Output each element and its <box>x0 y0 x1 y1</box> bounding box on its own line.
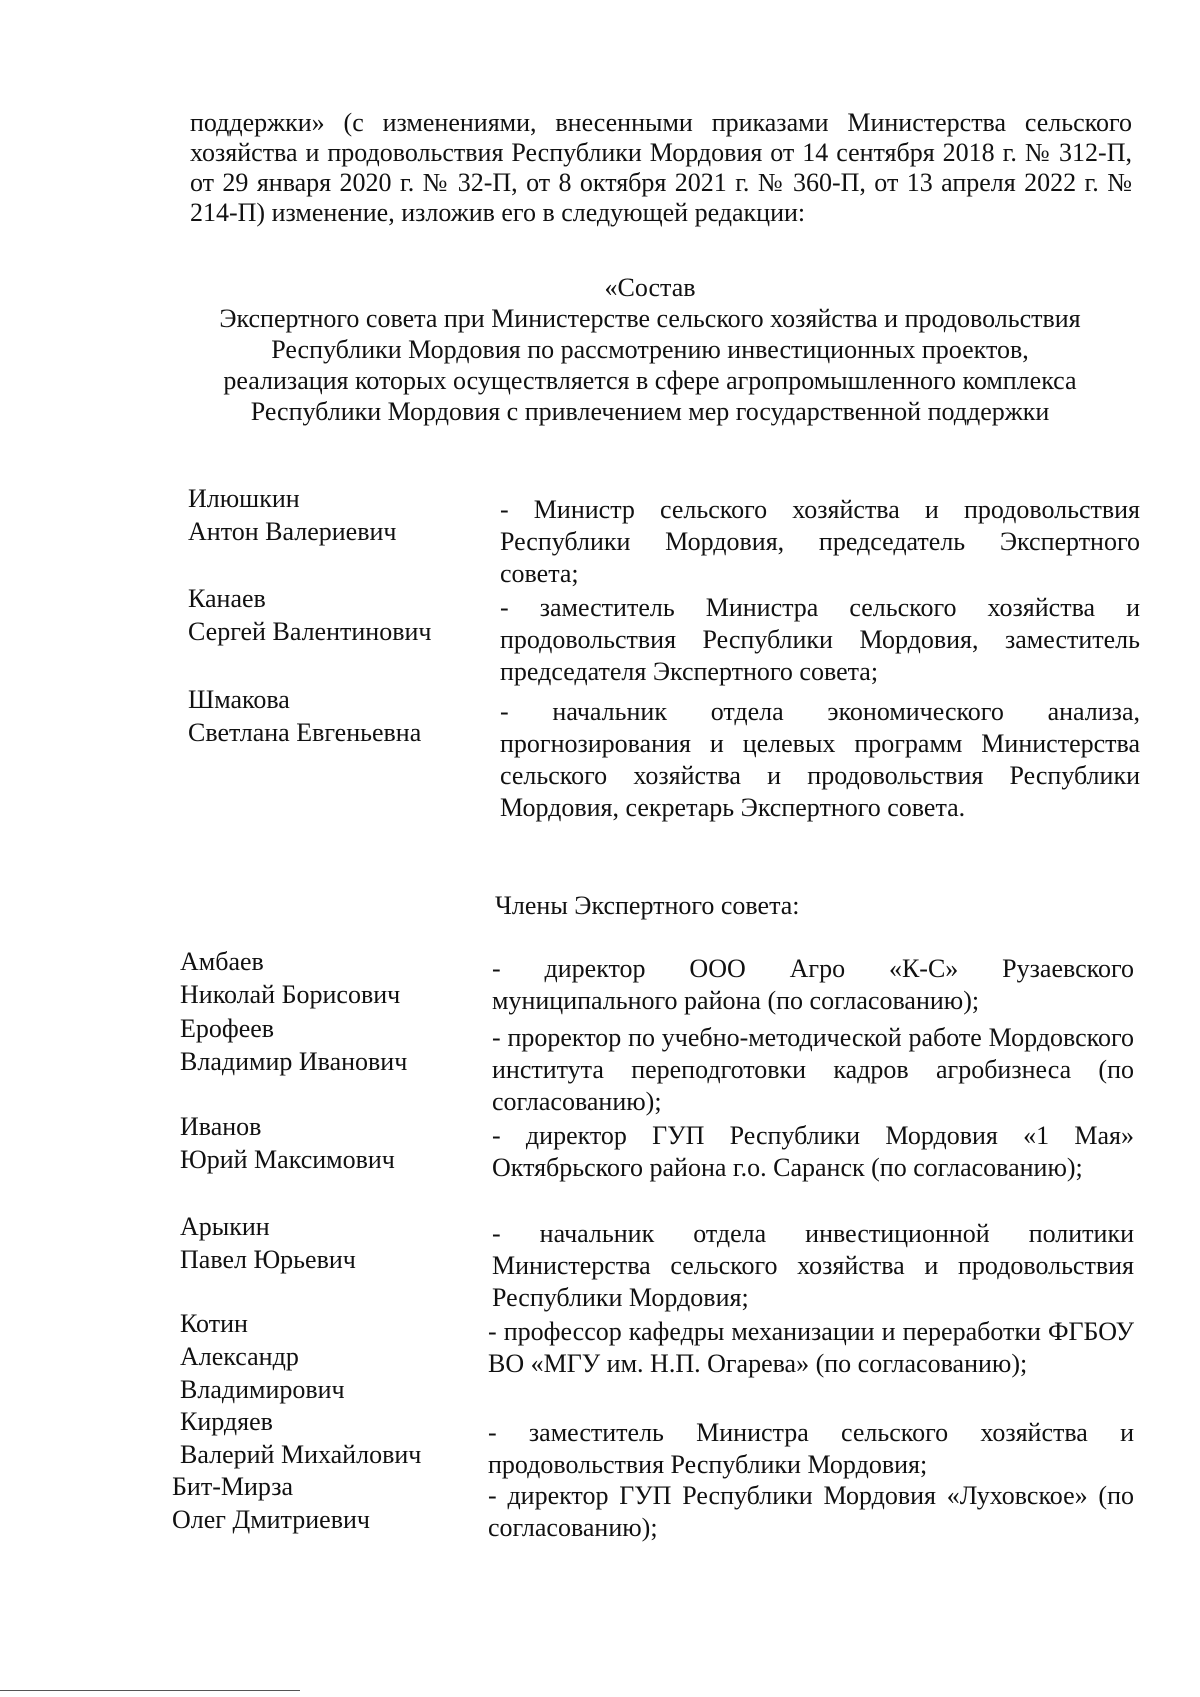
member-name <box>180 1012 407 1078</box>
member-given-names: Николай Борисович <box>180 980 401 1009</box>
heading-line: Республики Мордовия с привлечением мер государственной поддержки <box>250 397 1050 426</box>
member-surname: Арыкин <box>180 1212 270 1241</box>
heading-line: Экспертного совета при Министерстве сельского хозяйства и продовольствия <box>219 304 1081 333</box>
member-role: - заместитель Министра сельского хозяйства и продовольствия Республики Мордовия; <box>488 1418 1134 1479</box>
member-role: - Министр сельского хозяйства и продовольствия Республики Мордовия, председатель Экспертного совета; <box>500 495 1140 588</box>
member-name <box>172 1470 370 1536</box>
member-given-names: Владимир Иванович <box>180 1047 408 1076</box>
member-name <box>180 1307 345 1406</box>
member-role: - директор ООО Агро «К-С» Рузаевского муниципального района (по согласованию); <box>492 954 1134 1015</box>
member-given-names: Александр <box>180 1342 299 1371</box>
heading-line: реализация которых осуществляется в сфере агропромышленного комплекса <box>223 366 1077 395</box>
composition-heading <box>150 272 1150 427</box>
member-surname: Илюшкин <box>188 484 300 513</box>
member-name <box>180 1210 356 1276</box>
member-surname: Ерофеев <box>180 1014 275 1043</box>
member-role: - директор ГУП Республики Мордовия «Луховское» (по согласованию); <box>488 1481 1134 1542</box>
page-edge-line <box>0 1690 300 1691</box>
member-name <box>180 945 400 1011</box>
member-surname: Иванов <box>180 1112 262 1141</box>
member-name <box>188 582 431 648</box>
member-given-names: Юрий Максимович <box>180 1145 395 1174</box>
member-surname: Бит-Мирза <box>172 1472 294 1501</box>
member-name <box>188 683 421 749</box>
member-role: - директор ГУП Республики Мордовия «1 Мая» Октябрьского района г.о. Саранск (по согласованию); <box>492 1121 1134 1182</box>
heading-line: «Состав <box>604 273 696 302</box>
member-role: - начальник отдела экономического анализа, прогнозирования и целевых программ Министерства сельского хозяйства и продовольствия Республики Мордовия, секретарь Экспертного совета. <box>500 697 1140 822</box>
member-name <box>180 1405 421 1471</box>
member-surname: Котин <box>180 1309 248 1338</box>
member-given-names: Сергей Валентинович <box>188 617 432 646</box>
members-label: Члены Экспертного совета: <box>495 891 800 920</box>
member-role: - проректор по учебно-методической работе Мордовского института переподготовки кадров агробизнеса (по согласованию); <box>492 1023 1134 1116</box>
member-surname: Амбаев <box>180 947 264 976</box>
member-given-names: Светлана Евгеньевна <box>188 718 422 747</box>
member-given-names: Валерий Михайлович <box>180 1440 422 1469</box>
member-role: - начальник отдела инвестиционной политики Министерства сельского хозяйства и продовольствия Республики Мордовия; <box>492 1219 1134 1312</box>
member-given-names: Павел Юрьевич <box>180 1245 356 1274</box>
member-name <box>188 482 396 548</box>
member-given-names: Антон Валериевич <box>188 517 397 546</box>
member-surname: Кирдяев <box>180 1407 273 1436</box>
member-name <box>180 1110 395 1176</box>
member-given-names: Олег Дмитриевич <box>172 1505 370 1534</box>
intro-paragraph: поддержки» (с изменениями, внесенными приказами Министерства сельского хозяйства и продовольствия Республики Мордовия от 14 сентября 2018 г. № 312-П, от 29 января 2020 г. № 32-П, от 8 октября 2021 г. № 360-П, от 13 апреля 2022 г. № 214-П) изменение, изложив его в следующей редакции: <box>190 108 1132 227</box>
member-given-names: Владимирович <box>180 1375 345 1404</box>
member-role: - профессор кафедры механизации и переработки ФГБОУ ВО «МГУ им. Н.П. Огарева» (по согласованию); <box>488 1317 1134 1378</box>
member-surname: Канаев <box>188 584 266 613</box>
member-surname: Шмакова <box>188 685 290 714</box>
member-role: - заместитель Министра сельского хозяйства и продовольствия Республики Мордовия, заместитель председателя Экспертного совета; <box>500 593 1140 686</box>
heading-line: Республики Мордовия по рассмотрению инвестиционных проектов, <box>271 335 1029 364</box>
